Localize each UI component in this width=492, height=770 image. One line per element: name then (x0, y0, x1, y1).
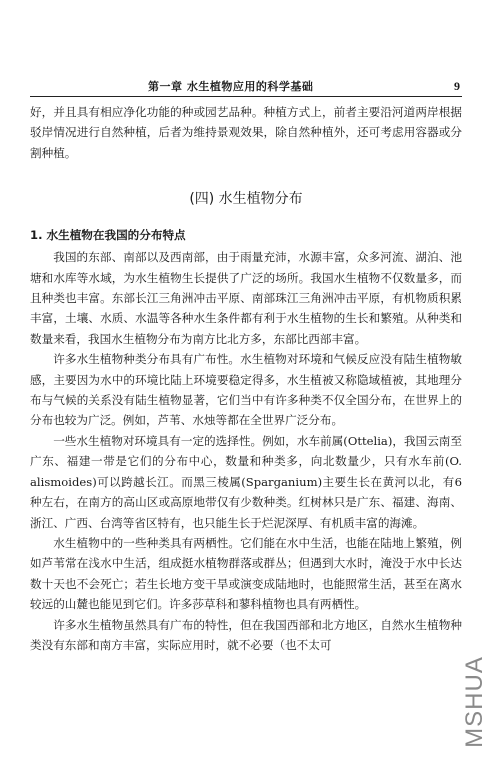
paragraph: 许多水生植物种类分布具有广布性。水生植物对环境和气候反应没有陆生植物敏感，主要因为水中的环境比陆上环境要稳定得多，水生植被又称隐域植被，其地理分布与气候的关系没有陆生植物显著，它们当中有许多种类不仅全国分布，在世界上的分布也较为广泛。例如，芦苇、水烛等都在全世界广泛分布。 (30, 352, 462, 428)
page-number: 9 (454, 79, 460, 93)
chapter-running-title: 第一章 水生植物应用的科学基础 (148, 80, 314, 93)
watermark (462, 644, 488, 760)
paragraph: 我国的东部、南部以及西南部，由于雨量充沛，水源丰富，众多河流、湖泊、池塘和水库等水域，为水生植物生长提供了广泛的场所。我国水生植物不仅数量多，而且种类也丰富。东部长江三角洲冲击平原、南部珠江三角洲冲击平原，有机物质积累丰富，土壤、水质、水温等各种水生条件都有利于水生植物的生长和繁殖。从种类和数量来看，我国水生植物分布为南方比北方多，东部比西部丰富。 (30, 250, 462, 346)
intro-paragraph: 好，并且具有相应净化功能的种或园艺品种。种植方式上，前者主要沿河道两岸根据驳岸情况进行自然种植，后者为维持景观效果，除自然种植外，还可考虑用容器或分割种植。 (30, 105, 462, 160)
subsection-title: 1. 水生植物在我国的分布特点 (30, 228, 186, 243)
paragraph: 水生植物中的一些种类具有两栖性。它们能在水中生活，也能在陆地上繁殖，例如芦苇常在浅水中生活，组成挺水植物群落或群丛；但遇到大水时，淹没于水中长达数十天也不会死亡；若生长地方变干旱或演变成陆地时，也能照常生活，甚至在离水较远的山麓也能见到它们。许多莎草科和蓼科植物也具有两栖性。 (30, 535, 462, 612)
page-body (30, 102, 462, 655)
section-title: (四) 水生植物分布 (189, 191, 303, 208)
watermark-text: MSHUA (461, 656, 488, 748)
paragraph: 一些水生植物对环境具有一定的选择性。例如，水车前属(Ottelia)，我国云南至广东、福建一带是它们的分布中心，数量和种类多，向北数量少，只有水车前(O. alismoides)可以跨越长江。而黑三棱属(Sparganium)主要生长在黄河以北，有6种左右，在南方的高山区或高原地带仅有少数种类。红树林只是广东、福建、海南、浙江、广西、台湾等省区特有，也只能生长于烂泥深厚、有机质丰富的海滩。 (30, 433, 462, 530)
paragraph: 许多水生植物虽然具有广布的特性，但在我国西部和北方地区，自然水生植物种类没有东部和南方丰富，实际应用时，就不必要（也不太可 (30, 617, 462, 652)
running-header (30, 78, 462, 97)
